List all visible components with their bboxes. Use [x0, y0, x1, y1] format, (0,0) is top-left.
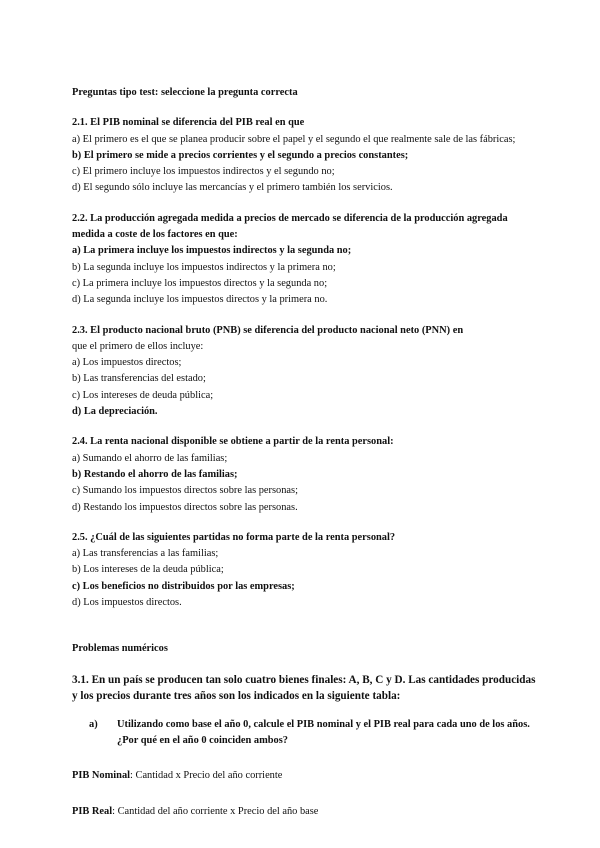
question-stem-continuation: que el primero de ellos incluye: — [72, 340, 204, 352]
question-2-2 — [72, 211, 542, 309]
option-d: d) La segunda incluye los impuestos directos y la primera no. — [72, 294, 328, 306]
question-2-3 — [72, 323, 542, 421]
option-c: c) Los intereses de deuda pública; — [72, 389, 214, 401]
subquestion-label: a) — [89, 718, 98, 730]
option-b: b) Las transferencias del estado; — [72, 373, 206, 385]
option-c: c) La primera incluye los impuestos directos y la segunda no; — [72, 277, 328, 289]
subquestion-a — [72, 717, 542, 750]
option-d-correct: d) La depreciación. — [72, 406, 158, 418]
option-d: d) El segundo sólo incluye las mercancías y el primero también los servicios. — [72, 182, 393, 194]
option-c: c) El primero incluye los impuestos indirectos y el segundo no; — [72, 166, 335, 178]
option-b: b) Los intereses de la deuda pública; — [72, 564, 224, 576]
question-stem: 2.2. La producción agregada medida a precios de mercado se diferencia de la producción agregada medida a coste de los factores en que: — [72, 212, 508, 241]
option-c: c) Sumando los impuestos directos sobre las personas; — [72, 485, 298, 497]
document-page — [72, 85, 542, 820]
option-a: a) Las transferencias a las familias; — [72, 548, 219, 560]
option-a: a) Los impuestos directos; — [72, 357, 182, 369]
option-d: d) Los impuestos directos. — [72, 597, 182, 609]
option-a-correct: a) La primera incluye los impuestos indirectos y la segunda no; — [72, 245, 352, 257]
option-a: a) Sumando el ahorro de las familias; — [72, 452, 228, 464]
definition-pib-nominal — [72, 768, 542, 784]
option-c-correct: c) Los beneficios no distribuidos por las empresas; — [72, 580, 295, 592]
question-2-4 — [72, 434, 542, 515]
subquestion-text: Utilizando como base el año 0, calcule el PIB nominal y el PIB real para cada uno de los años. ¿Por qué en el año 0 coinciden ambos? — [117, 718, 530, 746]
problems-title: Problemas numéricos — [72, 643, 168, 655]
definition-pib-real — [72, 804, 542, 820]
definition-term: PIB Nominal — [72, 770, 131, 782]
intro-title: Preguntas tipo test: seleccione la pregunta correcta — [72, 87, 298, 98]
option-b-correct: b) Restando el ahorro de las familias; — [72, 468, 238, 480]
option-b: b) La segunda incluye los impuestos indirectos y la primera no; — [72, 261, 336, 273]
question-2-1 — [72, 115, 542, 196]
question-stem: 2.4. La renta nacional disponible se obtiene a partir de la renta personal: — [72, 436, 394, 448]
problem-3-1: 3.1. En un país se producen tan solo cuatro bienes finales: A, B, C y D. Las cantidades producidas y los precios durante tres años son los indicados en la siguiente tabla: — [72, 673, 536, 703]
question-stem: 2.5. ¿Cuál de las siguientes partidas no forma parte de la renta personal? — [72, 531, 396, 543]
definition-text: : Cantidad del año corriente x Precio del año base — [112, 805, 319, 817]
question-stem: 2.3. El producto nacional bruto (PNB) se diferencia del producto nacional neto (PNN) en — [72, 324, 464, 336]
option-b-correct: b) El primero se mide a precios corrientes y el segundo a precios constantes; — [72, 149, 409, 161]
option-d: d) Restando los impuestos directos sobre las personas. — [72, 501, 298, 513]
option-a: a) El primero es el que se planea producir sobre el papel y el segundo el que realmente sale de las fábricas; — [72, 133, 516, 145]
definition-term: PIB Real — [72, 805, 113, 817]
question-2-5 — [72, 530, 542, 611]
definition-text: : Cantidad x Precio del año corriente — [130, 770, 283, 782]
question-stem: 2.1. El PIB nominal se diferencia del PIB real en que — [72, 117, 305, 129]
